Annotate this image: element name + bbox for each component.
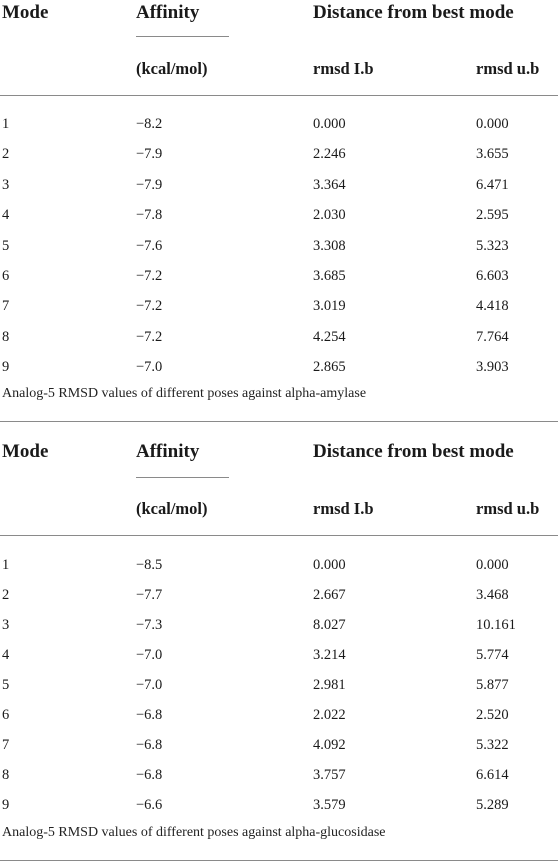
rmsd-lb-cell: 2.667 <box>313 587 346 603</box>
header-rmsd-ub: rmsd u.b <box>476 499 540 518</box>
mode-cell: 4 <box>2 647 10 663</box>
rmsd-lb-cell: 3.308 <box>313 237 346 254</box>
header-mode: Mode <box>2 2 49 23</box>
rmsd-lb-cell: 3.214 <box>313 647 346 663</box>
rmsd-lb-cell: 3.685 <box>313 268 346 284</box>
table-alpha-amylase <box>0 0 558 425</box>
mode-cell: 8 <box>2 767 10 783</box>
table-separator <box>0 421 558 422</box>
rmsd-ub-cell: 4.418 <box>476 298 509 315</box>
rmsd-ub-cell: 5.774 <box>476 647 509 663</box>
affinity-cell: −7.0 <box>136 647 163 663</box>
mode-cell: 7 <box>2 737 10 753</box>
affinity-cell: −6.8 <box>136 737 163 753</box>
mode-cell: 1 <box>2 557 10 573</box>
mode-cell: 5 <box>2 677 10 693</box>
rmsd-lb-cell: 4.092 <box>313 737 346 753</box>
rmsd-ub-cell: 6.603 <box>476 268 509 284</box>
mode-cell: 3 <box>2 176 10 193</box>
header-divider <box>0 95 558 96</box>
header-mode: Mode <box>2 441 49 462</box>
affinity-cell: −8.2 <box>136 116 163 132</box>
mode-cell: 7 <box>2 298 10 315</box>
mode-cell: 6 <box>2 268 10 284</box>
mode-cell: 9 <box>2 797 10 813</box>
rmsd-lb-cell: 3.019 <box>313 298 346 315</box>
affinity-cell: −7.2 <box>136 328 163 345</box>
affinity-underline <box>136 36 229 37</box>
header-unit: (kcal/mol) <box>136 59 208 78</box>
mode-cell: 2 <box>2 146 10 163</box>
affinity-cell: −7.6 <box>136 237 163 254</box>
affinity-cell: −6.8 <box>136 767 163 783</box>
affinity-cell: −7.7 <box>136 587 163 603</box>
affinity-cell: −7.3 <box>136 617 163 633</box>
header-rmsd-ub: rmsd u.b <box>476 59 540 78</box>
header-affinity: Affinity <box>136 2 200 23</box>
mode-cell: 1 <box>2 116 10 132</box>
affinity-cell: −7.0 <box>136 677 163 693</box>
mode-cell: 3 <box>2 617 10 633</box>
rmsd-lb-cell: 2.981 <box>313 677 346 693</box>
table-alpha-glucosidase <box>0 433 558 865</box>
rmsd-lb-cell: 0.000 <box>313 557 346 573</box>
rmsd-ub-cell: 7.764 <box>476 328 509 345</box>
affinity-cell: −8.5 <box>136 557 163 573</box>
rmsd-ub-cell: 2.595 <box>476 207 509 224</box>
rmsd-lb-cell: 2.030 <box>313 207 346 224</box>
header-divider <box>0 535 558 536</box>
header-unit: (kcal/mol) <box>136 499 208 518</box>
rmsd-lb-cell: 2.865 <box>313 359 346 376</box>
rmsd-lb-cell: 8.027 <box>313 617 346 633</box>
rmsd-ub-cell: 5.289 <box>476 797 509 813</box>
rmsd-ub-cell: 6.471 <box>476 176 509 193</box>
rmsd-ub-cell: 3.903 <box>476 359 509 376</box>
rmsd-lb-cell: 3.757 <box>313 767 346 783</box>
mode-cell: 4 <box>2 207 10 224</box>
rmsd-ub-cell: 6.614 <box>476 767 509 783</box>
table-caption: Analog-5 RMSD values of different poses against alpha-amylase <box>2 386 367 401</box>
rmsd-ub-cell: 5.322 <box>476 737 509 753</box>
rmsd-ub-cell: 0.000 <box>476 557 509 573</box>
rmsd-ub-cell: 5.877 <box>476 677 509 693</box>
rmsd-lb-cell: 2.022 <box>313 707 346 723</box>
header-affinity: Affinity <box>136 441 200 462</box>
header-rmsd-lb: rmsd I.b <box>313 499 374 518</box>
table-bottom-rule <box>0 860 558 861</box>
header-distance: Distance from best mode <box>313 2 514 23</box>
rmsd-lb-cell: 4.254 <box>313 328 346 345</box>
mode-cell: 9 <box>2 359 10 376</box>
affinity-cell: −7.9 <box>136 176 163 193</box>
rmsd-lb-cell: 3.579 <box>313 797 346 813</box>
rmsd-lb-cell: 2.246 <box>313 146 346 163</box>
table-caption: Analog-5 RMSD values of different poses against alpha-glucosidase <box>2 825 386 840</box>
affinity-underline <box>136 477 229 478</box>
affinity-cell: −6.6 <box>136 797 163 813</box>
rmsd-ub-cell: 3.655 <box>476 146 509 163</box>
rmsd-lb-cell: 3.364 <box>313 176 346 193</box>
affinity-cell: −7.2 <box>136 268 163 284</box>
mode-cell: 2 <box>2 587 10 603</box>
mode-cell: 5 <box>2 237 10 254</box>
rmsd-ub-cell: 3.468 <box>476 587 509 603</box>
rmsd-lb-cell: 0.000 <box>313 116 346 132</box>
mode-cell: 8 <box>2 328 10 345</box>
rmsd-ub-cell: 2.520 <box>476 707 509 723</box>
header-rmsd-lb: rmsd I.b <box>313 59 374 78</box>
rmsd-ub-cell: 10.161 <box>476 617 516 633</box>
rmsd-ub-cell: 0.000 <box>476 116 509 132</box>
affinity-cell: −7.8 <box>136 207 163 224</box>
rmsd-ub-cell: 5.323 <box>476 237 509 254</box>
mode-cell: 6 <box>2 707 10 723</box>
affinity-cell: −6.8 <box>136 707 163 723</box>
affinity-cell: −7.0 <box>136 359 163 376</box>
header-distance: Distance from best mode <box>313 441 514 462</box>
affinity-cell: −7.9 <box>136 146 163 163</box>
affinity-cell: −7.2 <box>136 298 163 315</box>
